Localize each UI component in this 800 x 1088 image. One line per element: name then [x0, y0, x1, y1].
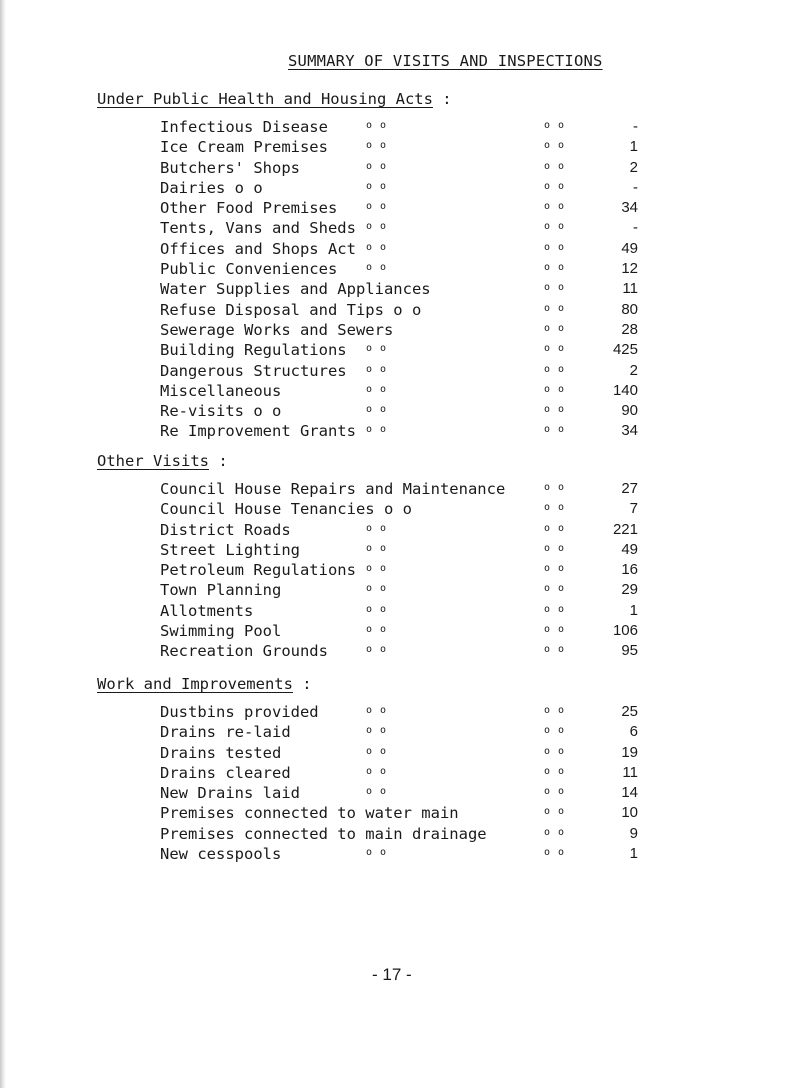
- leader-dots: o o: [544, 221, 566, 233]
- item-value: 27: [621, 480, 638, 497]
- item-label: Town Planning: [160, 581, 282, 600]
- item-value: 1: [629, 845, 638, 863]
- item-value: 16: [621, 561, 638, 579]
- leader-dots: o o: [366, 262, 388, 274]
- leader-dots: o o: [366, 745, 388, 757]
- item-value: 7: [629, 500, 638, 518]
- item-label: Tents, Vans and Sheds: [160, 219, 356, 238]
- item-value: 95: [621, 642, 638, 660]
- leader-dots: o o: [366, 847, 388, 859]
- leader-dots: o o: [366, 583, 388, 595]
- leader-dots: o o: [544, 120, 566, 131]
- item-label: Drains re-laid: [160, 723, 291, 742]
- leader-dots: o o: [544, 241, 566, 253]
- item-label: Refuse Disposal and Tips o o: [160, 300, 422, 319]
- item-value: 34: [621, 199, 638, 217]
- list-item: [0, 500, 800, 520]
- item-label: Dairies o o: [160, 178, 263, 197]
- item-label: Other Food Premises: [160, 199, 338, 218]
- list-item: [0, 825, 800, 845]
- item-value: 14: [621, 784, 638, 802]
- list-item: [0, 541, 800, 561]
- list-item: [0, 219, 800, 239]
- list-item: [0, 260, 800, 280]
- item-value: 10: [621, 804, 638, 822]
- list-item: [0, 341, 800, 361]
- item-label: Council House Repairs and Maintenance: [160, 480, 506, 498]
- leader-dots: o o: [544, 160, 566, 172]
- section-heading-text: Work and Improvements: [97, 675, 293, 693]
- item-value: 29: [621, 581, 638, 599]
- item-value: 221: [612, 520, 638, 538]
- item-value: 1: [629, 601, 638, 619]
- section-heading-colon: :: [208, 452, 228, 470]
- leader-dots: o o: [544, 522, 566, 534]
- section-heading-work-improvements: [97, 675, 312, 693]
- item-label: Premises connected to water main: [160, 804, 459, 823]
- list-item: [0, 703, 800, 723]
- leader-dots: o o: [544, 745, 566, 757]
- item-value: -: [633, 219, 638, 237]
- item-value: 2: [629, 361, 638, 379]
- item-label: Swimming Pool: [160, 622, 282, 641]
- item-label: Infectious Disease: [160, 118, 328, 136]
- leader-dots: o o: [366, 424, 388, 436]
- item-label: Butchers' Shops: [160, 158, 300, 177]
- item-label: District Roads: [160, 520, 291, 539]
- item-value: 2: [629, 158, 638, 176]
- leader-dots: o o: [366, 363, 388, 375]
- leader-dots: o o: [544, 262, 566, 274]
- section-heading-colon: :: [432, 90, 452, 108]
- leader-dots: o o: [544, 383, 566, 395]
- page-number: - 17 -: [372, 965, 412, 984]
- leader-dots: o o: [544, 542, 566, 554]
- list-item: [0, 480, 800, 500]
- leader-dots: o o: [544, 705, 566, 716]
- leader-dots: o o: [366, 786, 388, 798]
- leader-dots: o o: [366, 624, 388, 636]
- item-value: -: [633, 178, 638, 196]
- leader-dots: o o: [366, 404, 388, 416]
- item-label: Re-visits o o: [160, 402, 282, 421]
- section-heading-text: Other Visits: [97, 452, 209, 470]
- list-item: [0, 179, 800, 199]
- item-value: 28: [621, 320, 638, 338]
- item-value: 11: [622, 280, 638, 298]
- item-label: Street Lighting: [160, 540, 300, 559]
- list-item: [0, 199, 800, 219]
- section-list-public-health: [0, 118, 800, 443]
- item-value: 1: [629, 138, 638, 156]
- item-value: 49: [621, 540, 638, 558]
- list-item: [0, 321, 800, 341]
- leader-dots: o o: [366, 160, 388, 172]
- list-item: [0, 845, 800, 865]
- item-value: 425: [612, 341, 638, 359]
- item-value: 9: [629, 824, 638, 842]
- leader-dots: o o: [544, 725, 566, 737]
- leader-dots: o o: [544, 424, 566, 436]
- leader-dots: o o: [366, 241, 388, 253]
- item-value: -: [633, 118, 638, 135]
- item-label: New cesspools: [160, 845, 282, 864]
- list-item: [0, 402, 800, 422]
- item-value: 19: [621, 743, 638, 761]
- item-label: Re Improvement Grants: [160, 422, 356, 441]
- item-label: Ice Cream Premises: [160, 138, 328, 157]
- list-item: [0, 521, 800, 541]
- leader-dots: o o: [366, 522, 388, 534]
- item-value: 12: [621, 260, 638, 278]
- leader-dots: o o: [366, 725, 388, 737]
- leader-dots: o o: [544, 786, 566, 798]
- leader-dots: o o: [544, 826, 566, 838]
- leader-dots: o o: [544, 343, 566, 355]
- item-value: 34: [621, 422, 638, 440]
- list-item: [0, 118, 800, 138]
- list-item: [0, 280, 800, 300]
- page-title: SUMMARY OF VISITS AND INSPECTIONS: [288, 52, 603, 70]
- item-label: Offices and Shops Act: [160, 239, 356, 258]
- list-item: [0, 561, 800, 581]
- leader-dots: o o: [544, 363, 566, 375]
- leader-dots: o o: [366, 120, 388, 131]
- leader-dots: o o: [544, 583, 566, 595]
- item-value: 6: [629, 723, 638, 741]
- item-label: Allotments: [160, 601, 254, 620]
- leader-dots: o o: [366, 343, 388, 355]
- list-item: [0, 784, 800, 804]
- leader-dots: o o: [544, 806, 566, 818]
- leader-dots: o o: [544, 302, 566, 314]
- item-label: Petroleum Regulations: [160, 561, 356, 580]
- list-item: [0, 764, 800, 784]
- leader-dots: o o: [366, 221, 388, 233]
- item-label: Sewerage Works and Sewers: [160, 320, 394, 339]
- item-label: Council House Tenancies o o: [160, 500, 412, 519]
- item-label: Premises connected to main drainage: [160, 824, 487, 843]
- leader-dots: o o: [544, 282, 566, 294]
- section-heading-colon: :: [292, 675, 312, 693]
- leader-dots: o o: [544, 603, 566, 615]
- item-value: 25: [621, 703, 638, 720]
- leader-dots: o o: [366, 603, 388, 615]
- item-value: 49: [621, 239, 638, 257]
- leader-dots: o o: [544, 482, 566, 493]
- item-value: 106: [612, 622, 638, 640]
- leader-dots: o o: [366, 383, 388, 395]
- section-heading-other-visits: [97, 452, 228, 470]
- section-heading-public-health: [97, 90, 452, 108]
- leader-dots: o o: [544, 201, 566, 213]
- leader-dots: o o: [544, 847, 566, 859]
- item-value: 140: [612, 381, 638, 399]
- leader-dots: o o: [544, 765, 566, 777]
- leader-dots: o o: [544, 404, 566, 416]
- item-label: Water Supplies and Appliances: [160, 280, 431, 299]
- leader-dots: o o: [366, 644, 388, 656]
- list-item: [0, 422, 800, 442]
- leader-dots: o o: [544, 563, 566, 575]
- list-item: [0, 301, 800, 321]
- section-list-work-improvements: [0, 703, 800, 865]
- list-item: [0, 138, 800, 158]
- list-item: [0, 723, 800, 743]
- item-value: 90: [621, 402, 638, 420]
- leader-dots: o o: [544, 624, 566, 636]
- leader-dots: o o: [366, 705, 388, 716]
- leader-dots: o o: [366, 201, 388, 213]
- leader-dots: o o: [544, 140, 566, 152]
- list-item: [0, 159, 800, 179]
- list-item: [0, 382, 800, 402]
- item-label: Building Regulations: [160, 341, 347, 360]
- list-item: [0, 602, 800, 622]
- leader-dots: o o: [366, 542, 388, 554]
- leader-dots: o o: [366, 563, 388, 575]
- leader-dots: o o: [544, 644, 566, 656]
- section-heading-text: Under Public Health and Housing Acts: [97, 90, 433, 108]
- leader-dots: o o: [366, 180, 388, 192]
- list-item: [0, 804, 800, 824]
- item-label: Miscellaneous: [160, 381, 282, 400]
- list-item: [0, 642, 800, 662]
- leader-dots: o o: [544, 180, 566, 192]
- list-item: [0, 581, 800, 601]
- item-label: Drains cleared: [160, 763, 291, 782]
- section-list-other-visits: [0, 480, 800, 663]
- item-label: Dangerous Structures: [160, 361, 347, 380]
- list-item: [0, 240, 800, 260]
- leader-dots: o o: [544, 502, 566, 514]
- item-value: 11: [622, 763, 638, 781]
- item-value: 80: [621, 300, 638, 318]
- item-label: Recreation Grounds: [160, 642, 328, 661]
- leader-dots: o o: [366, 140, 388, 152]
- list-item: [0, 362, 800, 382]
- item-label: Public Conveniences: [160, 260, 338, 279]
- list-item: [0, 622, 800, 642]
- item-label: Dustbins provided: [160, 703, 319, 721]
- leader-dots: o o: [544, 322, 566, 334]
- leader-dots: o o: [366, 765, 388, 777]
- item-label: New Drains laid: [160, 784, 300, 803]
- item-label: Drains tested: [160, 743, 282, 762]
- list-item: [0, 744, 800, 764]
